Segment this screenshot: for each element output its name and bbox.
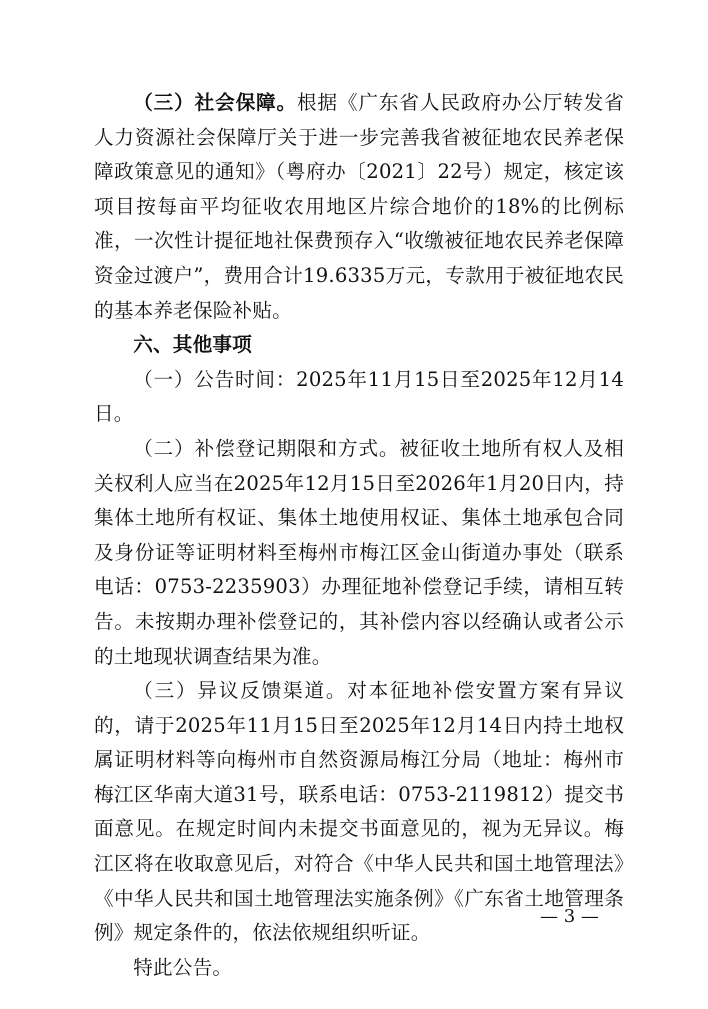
document-body [94, 86, 624, 985]
social-security-lead: （三）社会保障。 [133, 91, 298, 114]
objection-paragraph: （三）异议反馈渠道。对本征地补偿安置方案有异议的，请于2025年11月15日至2025年12月14日内持土地权属证明材料等向梅州市自然资源局梅江分局（地址：梅州市梅江区华南大道31号，联系电话：0753-2119812）提交书面意见。在规定时间内未提交书面意见的，视为无异议。梅江区将在收取意见后，对符合《中华人民共和国土地管理法》《中华人民共和国土地管理法实施条例》《广东省土地管理条例》规定条件的，依法依规组织听证。 [94, 679, 624, 945]
section-heading: 六、其他事项 [133, 333, 252, 357]
notice-period-paragraph: （一）公告时间：2025年11月15日至2025年12月14日。 [94, 367, 624, 426]
social-security-text: 根据《广东省人民政府办公厅转发省人力资源社会保障厅关于进一步完善我省被征地农民养老保障政策意见的通知》（粤府办〔2021〕22号）规定，核定该项目按每亩平均征收农用地区片综合地价的18%的比例标准，一次性计提征地社保费预存入“收缴被征地农民养老保障资金过渡户”，费用合计19.6335万元，专款用于被征地农民的基本养老保险补贴。 [94, 91, 624, 322]
page-number: — 3 — [540, 906, 599, 927]
social-security-paragraph [94, 86, 624, 328]
closing-paragraph: 特此公告。 [133, 955, 233, 979]
registration-paragraph: （二）补偿登记期限和方式。被征收土地所有权人及相关权利人应当在2025年12月15日至2026年1月20日内，持集体土地所有权证、集体土地使用权证、集体土地承包合同及身份证等证明材料至梅州市梅江区金山街道办事处（联系电话：0753-2235903）办理征地补偿登记手续，请相互转告。未按期办理补偿登记的，其补偿内容以经确认或者公示的土地现状调查结果为准。 [94, 436, 624, 668]
